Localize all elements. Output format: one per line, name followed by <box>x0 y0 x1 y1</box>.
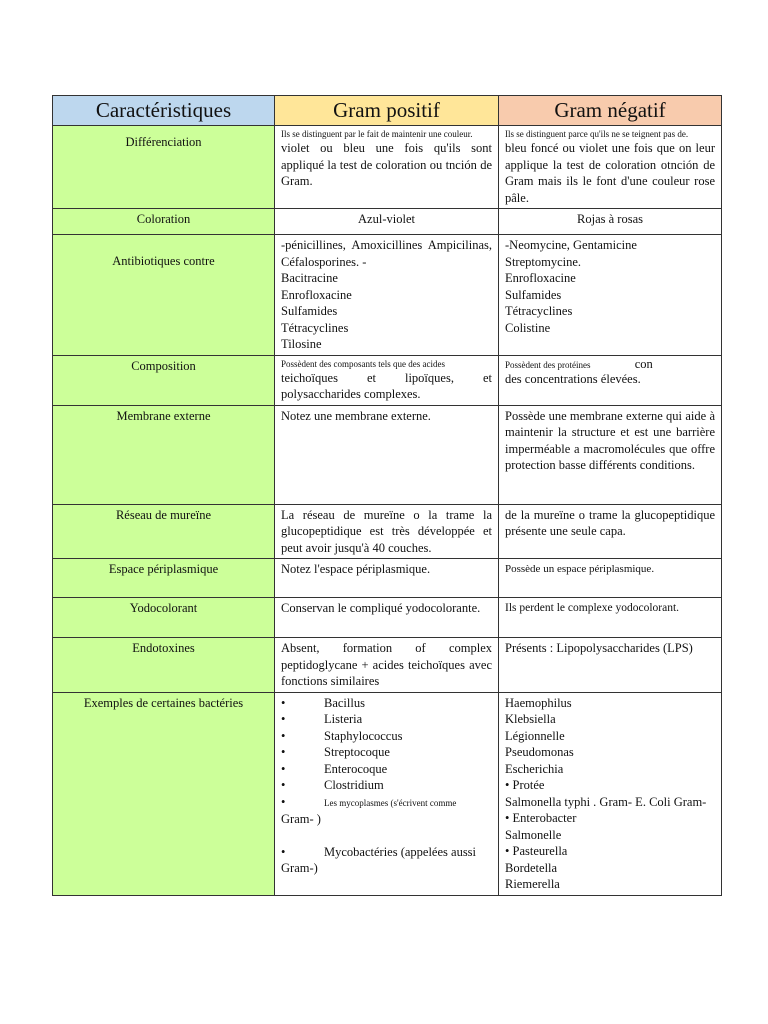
cell-positive <box>275 126 499 209</box>
list-item-text: Enterocoque <box>324 761 388 776</box>
list-item: Tilosine <box>281 337 322 351</box>
cell-positive: Notez l'espace périplasmique. <box>275 559 499 598</box>
list-item-text: Listeria <box>324 712 363 726</box>
list-item <box>281 728 492 745</box>
list-item <box>281 761 492 778</box>
list-item: Enrofloxacine <box>281 287 352 302</box>
row-label: Espace périplasmique <box>53 559 275 598</box>
cell-negative: Présents : Lipopolysaccharides (LPS) <box>499 638 722 693</box>
list-item: Riemerella <box>505 877 560 891</box>
list-item: • Pasteurella <box>505 844 568 858</box>
cell-note: Possèdent des composants tels que des acides <box>281 358 445 369</box>
list-item-cont: Gram- ) <box>281 812 321 826</box>
cell-negative <box>499 126 722 209</box>
list-item: Colistine <box>505 320 551 335</box>
list-item <box>281 744 492 761</box>
cell-note <box>505 358 715 371</box>
bullet: • <box>281 728 286 743</box>
list-item-cont: Gram-) <box>281 861 318 875</box>
list-item-text: Clostridium <box>324 778 384 792</box>
cell-text: -pénicillines, Amoxicillines Ampicilinas, Céfalosporines. - <box>281 238 492 269</box>
cell-positive <box>275 355 499 405</box>
cell-text: bleu foncé ou violet une fois que on leur applique la test de coloration otnción de Gram mais ils le font d'une couleur rose pâle. <box>505 141 715 205</box>
cell-positive: Azul-violet <box>275 209 499 235</box>
header-gram-positive: Gram positif <box>275 96 499 126</box>
cell-con: con <box>634 356 653 371</box>
list-item <box>281 695 492 712</box>
cell-negative: Ils perdent le complexe yodocolorant. <box>499 598 722 638</box>
list-item: • Enterobacter <box>505 811 577 825</box>
bullet: • <box>281 745 286 759</box>
row-antibiotiques <box>53 235 722 356</box>
list-item: Bacitracine <box>281 271 338 285</box>
row-label: Réseau de mureïne <box>53 504 275 559</box>
row-label: Coloration <box>53 209 275 235</box>
list-item: Pseudomonas <box>505 745 574 759</box>
list-item <box>281 844 492 861</box>
cell-text: des concentrations élevées. <box>505 371 641 386</box>
row-label: Différenciation <box>53 126 275 209</box>
list-item: Klebsiella <box>505 712 556 726</box>
list-item: Haemophilus <box>505 695 572 710</box>
header-gram-negative: Gram négatif <box>499 96 722 126</box>
list-item-text: Bacillus <box>324 695 365 710</box>
cell-positive <box>275 692 499 895</box>
list-item: Bordetella <box>505 860 558 875</box>
list-item-text: Mycobactéries (appelées aussi <box>324 844 477 859</box>
list-item: Tétracyclines <box>505 304 573 318</box>
gram-comparison-table <box>52 95 722 896</box>
list-item <box>281 777 492 794</box>
bullet: • <box>281 844 286 859</box>
list-item: Salmonella typhi . Gram- E. Coli Gram- <box>505 794 707 809</box>
cell-positive: Notez une membrane externe. <box>275 405 499 504</box>
bullet: • <box>281 712 286 726</box>
list-item <box>281 794 492 812</box>
cell-positive: La réseau de mureïne o la trame la glucopeptidique est très développée et peut avoir jusqu'à 40 couches. <box>275 504 499 559</box>
cell-negative: Rojas à rosas <box>499 209 722 235</box>
list-item: Sulfamides <box>281 304 338 318</box>
list-item: Enrofloxacine <box>505 271 576 285</box>
row-label: Membrane externe <box>53 405 275 504</box>
cell-note-text: Possèdent des protéines <box>505 359 591 370</box>
row-label: Exemples de certaines bactéries <box>53 692 275 895</box>
cell-text: teichoïques et lipoïques, et polysaccharides complexes. <box>281 370 492 401</box>
bullet: • <box>281 695 286 710</box>
row-endotoxines <box>53 638 722 693</box>
list-item: Salmonelle <box>505 827 562 842</box>
cell-negative: de la mureïne o trame la glucopeptidique présente une seule capa. <box>499 504 722 559</box>
cell-text: violet ou bleu une fois qu'ils sont appliqué la test de coloration ou tnción de Gram. <box>281 141 492 188</box>
cell-note: Ils se distinguent par le fait de maintenir une couleur. <box>281 129 473 139</box>
cell-positive <box>275 235 499 356</box>
list-item-text: Staphylococcus <box>324 728 403 743</box>
row-label: Endotoxines <box>53 638 275 693</box>
row-composition <box>53 355 722 405</box>
row-periplasmique <box>53 559 722 598</box>
row-label: Yodocolorant <box>53 598 275 638</box>
list-item: Streptomycine. <box>505 254 582 269</box>
bullet: • <box>281 794 286 809</box>
list-item <box>281 711 492 728</box>
row-label: Antibiotiques contre <box>53 235 275 356</box>
row-coloration <box>53 209 722 235</box>
cell-negative <box>499 235 722 356</box>
row-differenciation <box>53 126 722 209</box>
cell-positive: Absent, formation of complex peptidoglycane + acides teichoïques avec fonctions similaires <box>275 638 499 693</box>
list-item: Sulfamides <box>505 287 562 302</box>
row-exemples <box>53 692 722 895</box>
cell-negative <box>499 692 722 895</box>
row-yodocolorant <box>53 598 722 638</box>
bullet: • <box>281 778 286 792</box>
list-item-text: Les mycoplasmes (s'écrivent comme <box>324 797 457 808</box>
header-characteristics: Caractéristiques <box>53 96 275 126</box>
list-item: Légionnelle <box>505 728 565 743</box>
bullet: • <box>281 761 286 776</box>
row-membrane <box>53 405 722 504</box>
list-item-text: Streptocoque <box>324 745 390 759</box>
list-item: Escherichia <box>505 761 564 776</box>
list-item: • Protée <box>505 778 545 792</box>
cell-negative: Possède un espace périplasmique. <box>499 559 722 598</box>
row-mureine <box>53 504 722 559</box>
cell-positive: Conservan le compliqué yodocolorante. <box>275 598 499 638</box>
list-item: Tétracyclines <box>281 320 349 335</box>
cell-negative <box>499 355 722 405</box>
row-label: Composition <box>53 355 275 405</box>
cell-note: Ils se distinguent parce qu'ils ne se teignent pas de. <box>505 129 689 139</box>
list-item: -Neomycine, Gentamicine <box>505 238 637 252</box>
cell-negative: Possède une membrane externe qui aide à maintenir la structure et est une barrière imperméable a macromolécules que offre protection basse différents conditions. <box>499 405 722 504</box>
